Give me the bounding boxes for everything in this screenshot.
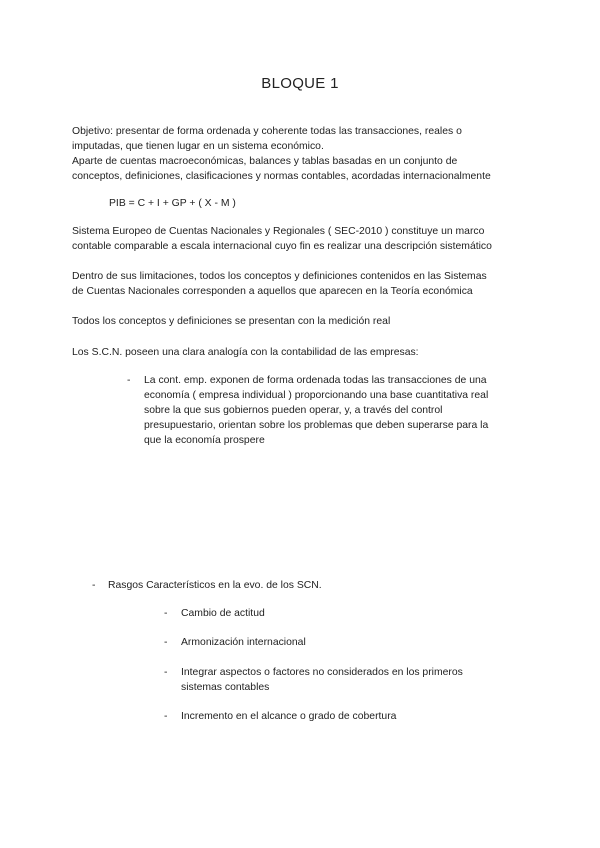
- sec-line: contable comparable a escala internacional cuyo fin es realizar una descripción sistemático: [72, 241, 492, 252]
- trait-line: sistemas contables: [181, 682, 270, 693]
- trait-line: Cambio de actitud: [181, 608, 265, 619]
- cont-emp-line: economía ( empresa individual ) proporcionando una base cuantitativa real: [144, 390, 489, 401]
- trait-text: [181, 635, 521, 650]
- bullet-dash: -: [164, 667, 168, 678]
- trait-text: [181, 665, 521, 695]
- objective-line: imputadas, que tienen lugar en un sistema económico.: [72, 141, 324, 152]
- cont-emp-line: sobre la que sus gobiernos pueden operar, y, a través del control: [144, 405, 443, 416]
- cont-emp-text: [144, 373, 524, 448]
- cont-emp-line: que la economía prospere: [144, 435, 265, 446]
- bullet-dash: -: [164, 608, 168, 619]
- bullet-dash: -: [127, 375, 131, 386]
- trait-line: Integrar aspectos o factores no considerados en los primeros: [181, 667, 463, 678]
- trait-item: [164, 606, 524, 622]
- trait-line: Incremento en el alcance o grado de cobertura: [181, 711, 397, 722]
- sec-line: Sistema Europeo de Cuentas Nacionales y Regionales ( SEC-2010 ) constituye un marco: [72, 226, 485, 237]
- cont-emp-line: presupuestario, orientan sobre los problemas que deben superarse para la: [144, 420, 489, 431]
- objective-line: conceptos, definiciones, clasificaciones y normas contables, acordadas internacionalmente: [72, 171, 491, 182]
- sec-paragraph: [72, 224, 542, 254]
- trait-text: [181, 709, 521, 724]
- bullet-dash: -: [92, 580, 96, 591]
- trait-text: [181, 606, 521, 621]
- trait-item: [164, 635, 524, 651]
- objective-line: Objetivo: presentar de forma ordenada y coherente todas las transacciones, reales o: [72, 126, 462, 137]
- limits-line: de Cuentas Nacionales corresponden a aquellos que aparecen en la Teoría económica: [72, 286, 473, 297]
- traits-heading: Rasgos Característicos en la evo. de los SCN.: [108, 580, 322, 591]
- real-measure-paragraph: Todos los conceptos y definiciones se presentan con la medición real: [72, 316, 391, 327]
- limits-paragraph: [72, 269, 542, 299]
- pib-formula: PIB = C + I + GP + ( X - M ): [109, 198, 236, 209]
- traits-heading-bullet: [92, 578, 492, 594]
- trait-item: [164, 709, 524, 725]
- objective-paragraph: [72, 124, 542, 184]
- cont-emp-line: La cont. emp. exponen de forma ordenada todas las transacciones de una: [144, 375, 487, 386]
- objective-line: Aparte de cuentas macroeconómicas, balances y tablas basadas en un conjunto de: [72, 156, 458, 167]
- page-title: BLOQUE 1: [261, 75, 339, 92]
- analogy-paragraph: Los S.C.N. poseen una clara analogía con la contabilidad de las empresas:: [72, 347, 419, 358]
- bullet-dash: -: [164, 711, 168, 722]
- trait-line: Armonización internacional: [181, 637, 306, 648]
- limits-line: Dentro de sus limitaciones, todos los conceptos y definiciones contenidos en las Sistemas: [72, 271, 487, 282]
- bullet-dash: -: [164, 637, 168, 648]
- cont-emp-bullet: [127, 373, 527, 453]
- trait-item: [164, 665, 524, 697]
